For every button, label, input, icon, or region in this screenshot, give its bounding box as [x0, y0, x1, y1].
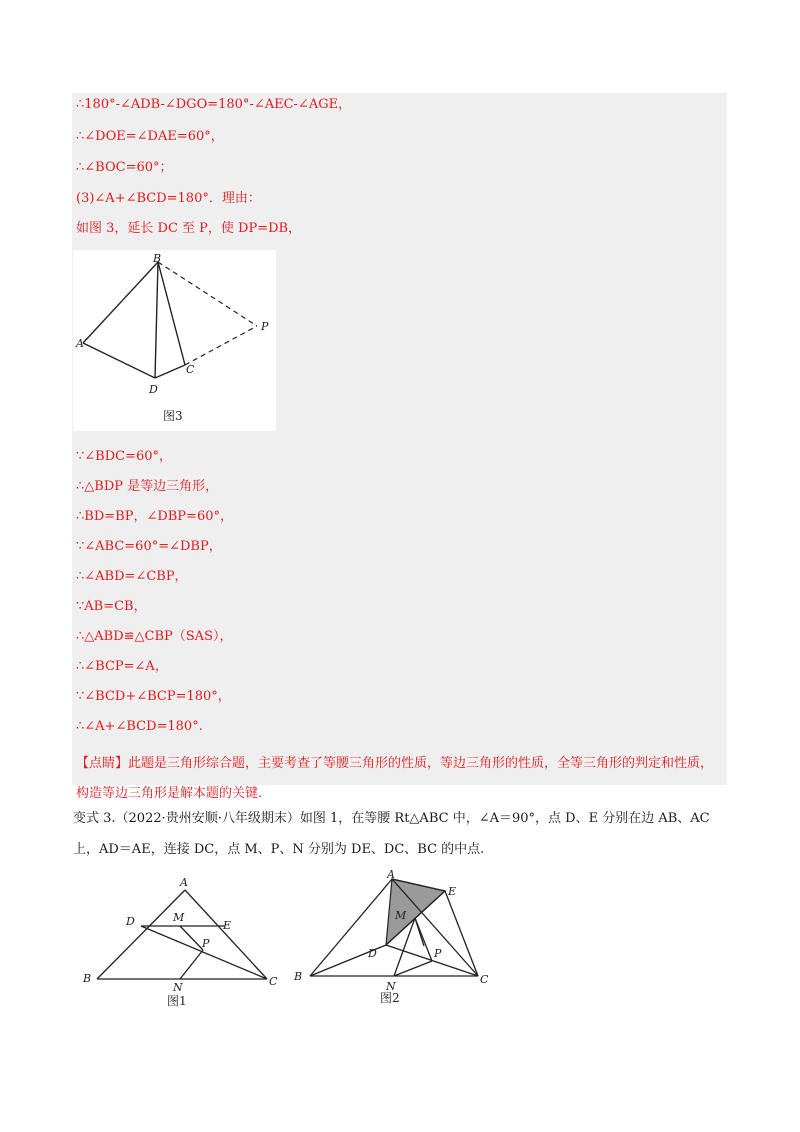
fig3-label-d: D	[149, 383, 158, 396]
proof-line-2: ∴△BDP 是等边三角形，	[76, 479, 219, 494]
fig3-label-p: P	[261, 320, 269, 333]
fig2-label-e: E	[448, 885, 457, 898]
fig2-caption: 图2	[380, 991, 400, 1005]
solution-line-5: 如图 3，延长 DC 至 P，使 DP=DB，	[76, 221, 302, 236]
proof-line-7: ∴△ABD≌△CBP（SAS），	[76, 629, 233, 644]
fig3-caption: 图3	[163, 409, 183, 423]
proof-line-4: ∵∠ABC=60°=∠DBP，	[76, 539, 222, 554]
figure-1	[75, 872, 290, 1017]
figure-3	[73, 250, 276, 431]
remark-tag: 【点睛】	[76, 756, 129, 771]
proof-line-10: ∴∠A+∠BCD=180°.	[76, 719, 203, 734]
fig2-label-a: A	[387, 868, 395, 881]
proof-line-6: ∵AB=CB，	[76, 599, 147, 614]
fig1-label-m: M	[173, 911, 185, 924]
proof-line-8: ∴∠BCP=∠A，	[76, 659, 168, 674]
fig2-label-c: C	[480, 973, 489, 986]
fig2-label-b: B	[294, 970, 303, 983]
figure-2	[288, 866, 498, 1011]
fig3-label-c: C	[186, 363, 195, 376]
fig1-label-c: C	[269, 975, 278, 988]
fig2-label-p: P	[434, 947, 442, 960]
fig2-label-m: M	[395, 909, 407, 922]
fig1-label-n: N	[173, 981, 183, 994]
proof-line-1: ∵∠BDC=60°，	[76, 449, 173, 464]
proof-line-5: ∴∠ABD=∠CBP，	[76, 569, 188, 584]
fig1-label-b: B	[83, 972, 92, 985]
solution-line-1: ∴180°-∠ADB-∠DGO=180°-∠AEC-∠AGE，	[76, 97, 352, 112]
solution-line-2: ∴∠DOE=∠DAE=60°，	[76, 129, 224, 144]
remark	[76, 749, 724, 809]
fig2-label-n: N	[386, 980, 396, 993]
proof-line-9: ∵∠BCD+∠BCP=180°，	[76, 689, 231, 704]
fig1-caption: 图1	[167, 994, 187, 1008]
fig3-label-b: B	[153, 252, 162, 265]
problem-line-1: 变式 3.（2022·贵州安顺·八年级期末）如图 1，在等腰 Rt△ABC 中，∠A＝90°，点 D、E 分别在边 AB、AC	[73, 811, 710, 826]
fig1-label-e: E	[223, 919, 232, 932]
fig1-label-p: P	[202, 937, 210, 950]
fig3-label-a: A	[76, 337, 84, 350]
fig1-label-a: A	[180, 876, 188, 889]
remark-text: 此题是三角形综合题，主要考查了等腰三角形的性质，等边三角形的性质，全等三角形的判定和性质，构造等边三角形是解本题的关键.	[76, 756, 714, 801]
fig1-label-d: D	[126, 915, 135, 928]
fig2-label-d: D	[368, 947, 377, 960]
solution-line-4: (3)∠A+∠BCD=180°．理由：	[76, 191, 261, 206]
proof-line-3: ∴BD=BP，∠DBP=60°，	[76, 509, 233, 524]
problem-line-2: 上，AD＝AE，连接 DC，点 M、P、N 分别为 DE、DC、BC 的中点.	[73, 842, 485, 857]
solution-line-3: ∴∠BOC=60°；	[76, 160, 173, 175]
